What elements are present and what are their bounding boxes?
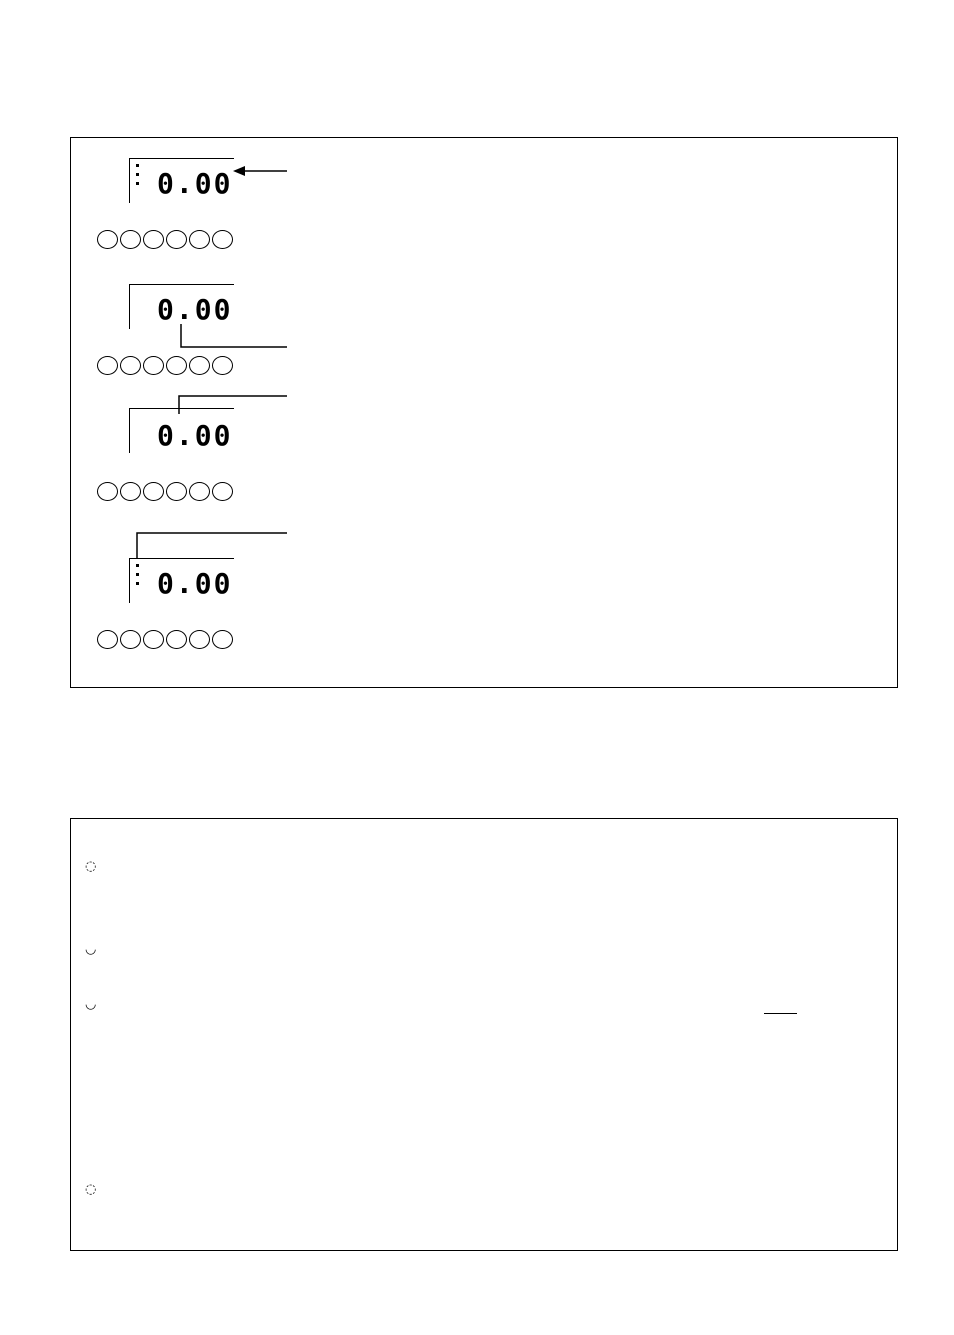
lcd-readout: 0.00 <box>157 293 233 326</box>
lcd-readout: 0.00 <box>157 419 233 452</box>
overline-mark <box>764 1013 797 1014</box>
bullet-marker: ◌ <box>85 859 97 874</box>
callout-line-2 <box>181 324 287 347</box>
bullet-marker: ◌ <box>85 1182 97 1197</box>
callout-line-3 <box>179 396 287 414</box>
notes-panel <box>70 818 898 1251</box>
callout-lines <box>71 138 899 689</box>
arrow-left-icon <box>233 166 287 176</box>
callout-line-4 <box>137 533 287 559</box>
bullet-marker: ◡ <box>85 942 97 957</box>
bullet-marker: ◡ <box>85 997 97 1012</box>
lcd-readout: 0.00 <box>157 567 233 600</box>
lcd-readout: 0.00 <box>157 167 233 200</box>
display-diagram-panel <box>70 137 898 688</box>
